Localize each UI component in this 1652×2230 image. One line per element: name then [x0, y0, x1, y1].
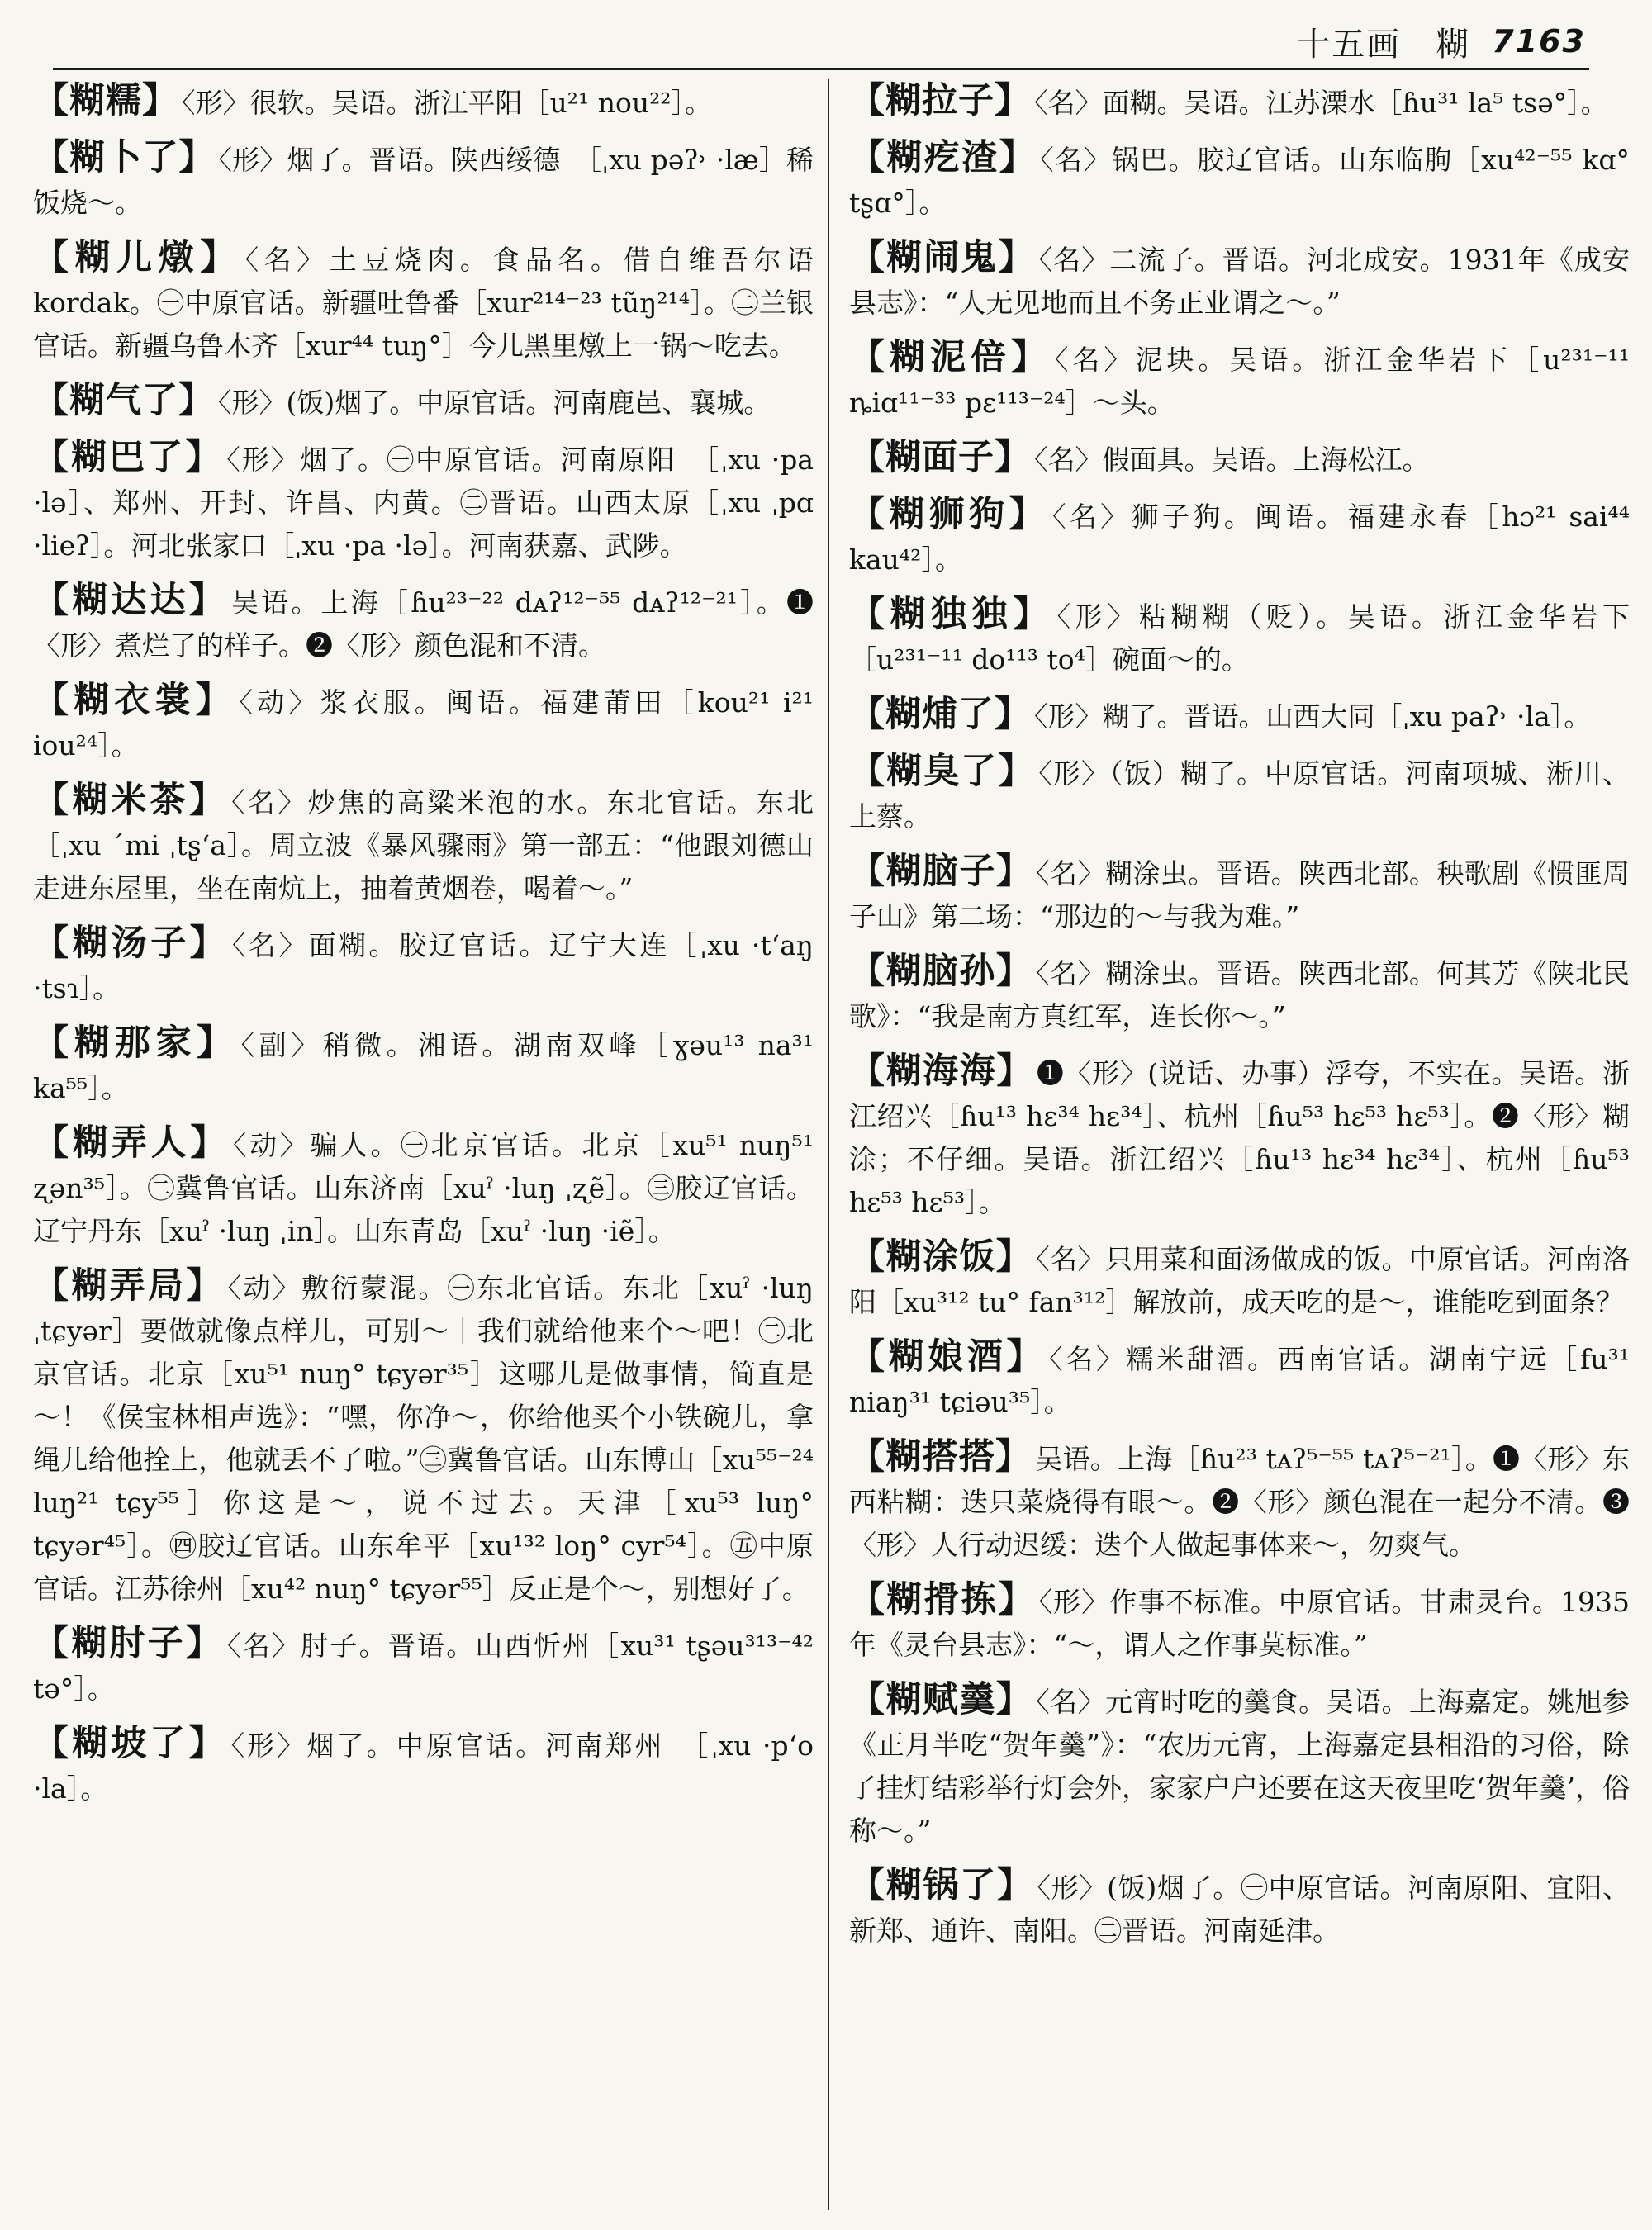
dictionary-entry: [33, 436, 814, 567]
entry-headword: 【糊肘子】: [33, 1623, 225, 1664]
entry-headword: 【糊巴了】: [33, 437, 224, 478]
entry-definition: 〈形〉(饭)烟了。㊀中原官话。河南原阳、宜阳、新郑、通许、南阳。㊁晋语。河南延津。: [849, 1872, 1630, 1947]
entry-definition: 〈名〉面糊。吴语。江苏溧水［ɦu³¹ la⁵ tsə°］。: [1034, 87, 1608, 119]
entry-headword: 【糊弄人】: [33, 1122, 230, 1164]
dictionary-entry: [849, 750, 1630, 838]
running-header: [1272, 18, 1586, 64]
entry-definition: 〈形〉烟了。㊀中原官话。河南原阳 ［ˌxu ·pa ·lə］、郑州、开封、许昌、内黄。㊁晋语。山西太原［ˌxu ˌpɑ ·lieʔ］。河北张家口［ˌxu ·pa ·lə］。河南获嘉、武陟。: [33, 444, 814, 562]
entry-headword: 【糊狮狗】: [849, 494, 1049, 535]
dictionary-entry: [849, 493, 1630, 581]
entry-headword: 【糊气了】: [33, 380, 215, 421]
entry-definition: 〈名〉假面具。吴语。上海松江。: [1034, 444, 1430, 476]
dictionary-entry: [33, 379, 814, 425]
entry-definition: 〈名〉二流子。晋语。河北成安。1931年《成安县志》：“人无见地而且不务正业谓之～。”: [849, 244, 1630, 319]
entry-headword: 【糊卜了】: [33, 137, 216, 178]
dictionary-entry: [33, 1722, 814, 1810]
right-column: [849, 79, 1630, 2214]
dictionary-entry: [849, 436, 1630, 482]
left-column: [33, 79, 814, 2214]
dictionary-entry: [33, 1022, 814, 1110]
entry-headword: 【糊疙渣】: [849, 137, 1037, 178]
entry-definition: 〈名〉土豆烧肉。食品名。借自维吾尔语kordak。㊀中原官话。新疆吐鲁番［xur²¹⁴⁻²³ tũŋ²¹⁴］。㊁兰银官话。新疆乌鲁木齐［xur⁴⁴ tuŋ°］今儿黑里燉上一锅～吃去。: [33, 244, 814, 362]
entry-definition: 〈名〉肘子。晋语。山西忻州［xu³¹ tʂəu³¹³⁻⁴² tə°］。: [33, 1630, 814, 1705]
entry-headword: 【糊赋羹】: [849, 1679, 1033, 1720]
entry-headword: 【糊搰拣】: [849, 1579, 1036, 1620]
entry-definition: 〈名〉泥块。吴语。浙江金华岩下［u²³¹⁻¹¹ ȵiɑ¹¹⁻³³ pɛ¹¹³⁻²⁴］～头。: [849, 344, 1630, 419]
entry-headword: 【糊拉子】: [849, 80, 1031, 121]
dictionary-entry: [33, 1122, 814, 1253]
dictionary-entry: [849, 1236, 1630, 1324]
page-number: 7163: [1492, 23, 1586, 59]
entry-headword: 【糊达达】: [33, 580, 228, 621]
entry-definition: 〈名〉糊涂虫。晋语。陕西北部。秧歌剧《惯匪周子山》第二场：“那边的～与我为难。”: [849, 857, 1630, 932]
entry-definition: 〈形〉糊了。晋语。山西大同［ˌxu paʔ˒ ·la］。: [1034, 700, 1592, 733]
entry-headword: 【糊臭了】: [849, 751, 1036, 792]
entry-definition: 〈动〉骗人。㊀北京官话。北京［xu⁵¹ nuŋ⁵¹ ʐən³⁵］。㊁冀鲁官话。山东济南［xuˀ ·luŋ ˌʐẽ］。㊂胶辽官话。辽宁丹东［xuˀ ·luŋ ˌin］。山东青岛［xuˀ ·luŋ ·iẽ］。: [33, 1129, 814, 1247]
dictionary-entry: [849, 1435, 1630, 1567]
entry-definition: 〈形〉作事不标准。中原官话。甘肃灵台。1935年《灵台县志》：“～，谓人之作事莫标准。”: [849, 1586, 1630, 1661]
entry-definition: 〈形〉(饭)烟了。中原官话。河南鹿邑、襄城。: [218, 387, 771, 419]
entry-headword: 【糊海海】: [849, 1051, 1033, 1092]
dictionary-entry: [33, 922, 814, 1010]
entry-definition: 〈名〉面糊。胶辽官话。辽宁大连［ˌxu ·tʻaŋ ·tsɿ］。: [33, 929, 814, 1004]
entry-headword: 【糊儿燉】: [33, 237, 242, 278]
entry-definition: 〈动〉敷衍蒙混。㊀东北官话。东北［xuˀ ·luŋ ˌtɕyər］要做就像点样儿，可别～｜我们就给他来个～吧！㊁北京官话。北京［xu⁵¹ nuŋ° tɕyər³⁵］这哪儿是做事情，简直是～！《侯宝林相声选》：“嘿，你净～，你给他买个小铁碗儿，拿绳儿给他拴上，他就丢不了啦。”㊂冀鲁官话。山东博山［xu⁵⁵⁻²⁴ luŋ²¹ tɕy⁵⁵］你这是～，说不过去。天津［xu⁵³ luŋ° tɕyər⁴⁵］。㊃胶辽官话。山东牟平［xu¹³² loŋ° cyr⁵⁴］。㊄中原官话。江苏徐州［xu⁴² nuŋ° tɕyər⁵⁵］反正是个～，别想好了。: [33, 1272, 814, 1605]
dictionary-entry: [849, 1578, 1630, 1667]
entry-headword: 【糊娘酒】: [849, 1336, 1047, 1378]
dictionary-entry: [33, 679, 814, 767]
entry-headword: 【糊锅了】: [849, 1865, 1034, 1906]
entry-headword: 【糊涂饭】: [849, 1236, 1033, 1278]
entry-definition: 〈名〉糯米甜酒。西南官话。湖南宁远［fu³¹ niaŋ³¹ tɕiəu³⁵］。: [849, 1343, 1630, 1418]
entry-headword: 【糊那家】: [33, 1022, 238, 1064]
entry-definition: 〈名〉炒焦的高粱米泡的水。东北官话。东北［ˌxu ˊmi ˌtʂʻa］。周立波《暴风骤雨》第一部五：“他跟刘德山走进东屋里，坐在南炕上，抽着黄烟卷，喝着～。”: [33, 786, 814, 904]
entry-definition: 吴语。上海［ɦu²³⁻²² dᴀʔ¹²⁻⁵⁵ dᴀʔ¹²⁻²¹］。❶〈形〉煮烂了的样子。❷〈形〉颜色混和不清。: [33, 586, 814, 662]
entry-headword: 【糊脑子】: [849, 851, 1033, 892]
dictionary-entry: [33, 1264, 814, 1611]
dictionary-entry: [33, 136, 814, 225]
entry-definition: ❶〈形〉(说话、办事）浮夸，不实在。吴语。浙江绍兴［ɦu¹³ hɛ³⁴ hɛ³⁴］、杭州［ɦu⁵³ hɛ⁵³ hɛ⁵³］。❷〈形〉糊涂；不仔细。吴语。浙江绍兴［ɦu¹³ hɛ³⁴ hɛ³⁴］、杭州［ɦu⁵³ hɛ⁵³ hɛ⁵³］。: [849, 1057, 1630, 1218]
dictionary-entry: [33, 779, 814, 910]
dictionary-entry: [33, 236, 814, 368]
dictionary-entry: [849, 336, 1630, 425]
entry-definition: 〈副〉稍微。湘语。湖南双峰［ɣəu¹³ na³¹ ka⁵⁵］。: [33, 1029, 814, 1104]
entry-definition: 〈形〉烟了。晋语。陕西绥德 ［ˌxu pəʔ˒ ·læ］稀饭烧～。: [33, 144, 814, 219]
dictionary-entry: [849, 950, 1630, 1038]
dictionary-entry: [849, 1050, 1630, 1224]
entry-headword: 【糊衣裳】: [33, 680, 236, 721]
entry-definition: 〈形〉（饭）糊了。中原官话。河南项城、淅川、上蔡。: [849, 757, 1630, 833]
entry-definition: 〈形〉很软。吴语。浙江平阳［u²¹ nou²²］。: [182, 87, 713, 119]
entry-headword: 【糊独独】: [849, 594, 1054, 635]
entry-headword: 【糊闹鬼】: [849, 237, 1036, 278]
entry-headword: 【糊坡了】: [33, 1723, 228, 1764]
header-title: 十五画 糊: [1297, 25, 1471, 64]
entry-definition: 〈名〉元宵时吃的羹食。吴语。上海嘉定。姚旭参《正月半吃“贺年羹”》：“农历元宵，上海嘉定县相沿的习俗，除了挂灯结彩举行灯会外，家家户户还要在这天夜里吃‘贺年羹’，俗称～。”: [849, 1686, 1630, 1847]
entry-headword: 【糊汤子】: [33, 923, 230, 964]
entry-definition: 〈名〉狮子狗。闽语。福建永春［hɔ²¹ sai⁴⁴ kau⁴²］。: [849, 501, 1630, 576]
dictionary-entry: [849, 1678, 1630, 1853]
header-rule: [53, 68, 1589, 70]
dictionary-entry: [849, 79, 1630, 125]
column-divider: [828, 79, 829, 2210]
entry-definition: 〈名〉只用菜和面汤做成的饭。中原官话。河南洛阳［xu³¹² tu° fan³¹²］解放前，成天吃的是～，谁能吃到面条？: [849, 1243, 1630, 1318]
dictionary-entry: [33, 579, 814, 667]
entry-headword: 【糊烳了】: [849, 694, 1031, 735]
entry-definition: 〈形〉烟了。中原官话。河南郑州 ［ˌxu ·pʻo ·la］。: [33, 1729, 814, 1805]
dictionary-entry: [849, 593, 1630, 681]
dictionary-entry: [849, 850, 1630, 938]
dictionary-entry: [849, 693, 1630, 738]
entry-headword: 【糊面子】: [849, 437, 1031, 478]
entry-definition: 〈形〉粘糊糊（贬）。吴语。浙江金华岩下［u²³¹⁻¹¹ do¹¹³ to⁴］碗面～的。: [849, 600, 1630, 676]
dictionary-entry: [33, 79, 814, 125]
entry-headword: 【糊泥倍】: [849, 337, 1051, 378]
entry-definition: 〈名〉糊涂虫。晋语。陕西北部。何其芳《陕北民歌》：“我是南方真红军，连长你～。”: [849, 957, 1630, 1032]
entry-headword: 【糊米茶】: [33, 780, 229, 821]
entry-definition: 〈名〉锅巴。胶辽官话。山东临朐［xu⁴²⁻⁵⁵ kɑ° tʂɑ°］。: [849, 144, 1630, 219]
entry-headword: 【糊脑孙】: [849, 951, 1033, 992]
dictionary-entry: [33, 1622, 814, 1710]
dictionary-entry: [849, 236, 1630, 325]
entry-headword: 【糊搭搭】: [849, 1436, 1032, 1478]
dictionary-entry: [849, 1336, 1630, 1424]
entry-definition: 〈动〉浆衣服。闽语。福建莆田［kou²¹ i²¹ iou²⁴］。: [33, 686, 814, 762]
entry-headword: 【糊弄局】: [33, 1265, 225, 1307]
dictionary-entry: [849, 1864, 1630, 1952]
entry-definition: 吴语。上海［ɦu²³ tᴀʔ⁵⁻⁵⁵ tᴀʔ⁵⁻²¹］。❶〈形〉东西粘糊：迭只菜烧得有眼～。❷〈形〉颜色混在一起分不清。❸〈形〉人行动迟缓：迭个人做起事体来～，勿爽气。: [849, 1443, 1630, 1561]
entry-headword: 【糊糯】: [33, 80, 178, 121]
dictionary-entry: [849, 136, 1630, 225]
